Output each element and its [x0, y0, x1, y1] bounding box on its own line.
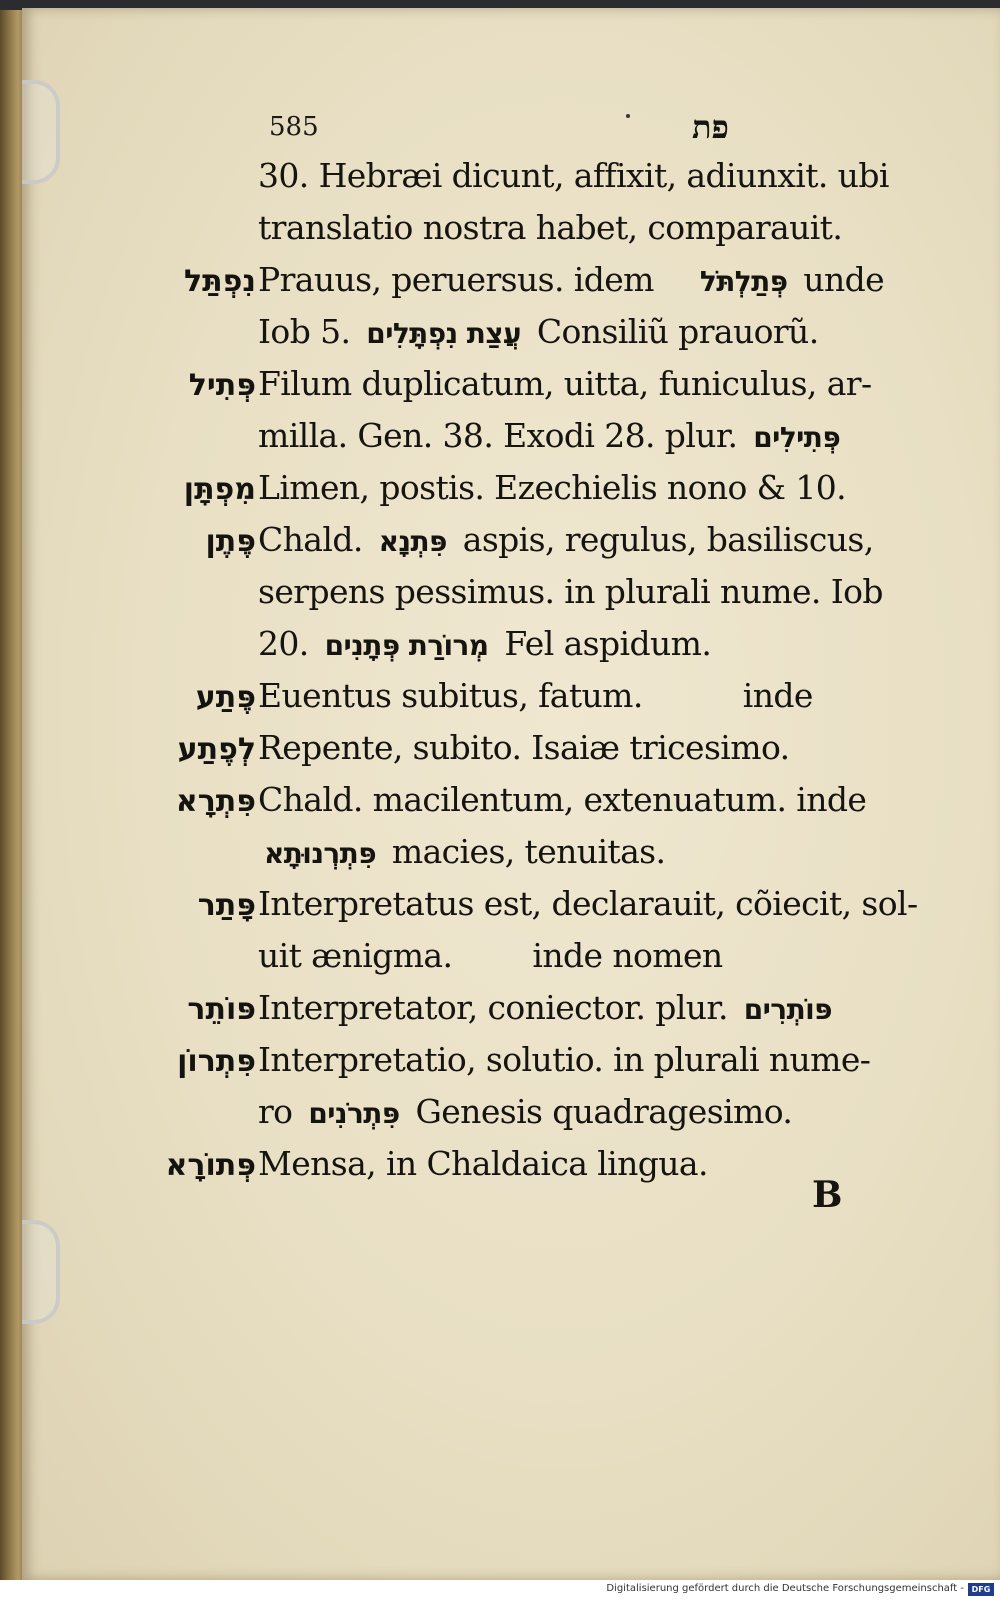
latin-segment: Chald.: [258, 520, 363, 559]
latin-segment: Interpretator, coniector. plur.: [258, 988, 728, 1027]
hebrew-headword: מִפְתָּן: [183, 472, 256, 507]
latin-text: [258, 364, 940, 403]
text-line: [22, 208, 1000, 260]
latin-text: [258, 1040, 940, 1079]
hebrew-inline: פּוֹתְרִים: [743, 993, 832, 1026]
latin-text: [258, 884, 940, 923]
latin-segment: macies, tenuitas.: [391, 832, 666, 871]
text-line: [22, 676, 1000, 728]
dictionary-entries: [22, 156, 1000, 1196]
ink-dot: [626, 114, 630, 118]
latin-segment: unde: [803, 260, 885, 299]
latin-text: [258, 572, 940, 611]
latin-text: [258, 260, 940, 299]
footer-bar: [0, 1580, 1000, 1600]
hebrew-inline: פְּתַלְתֹּל: [699, 265, 788, 298]
text-line: [22, 936, 1000, 988]
page-clip-bottom: [22, 1220, 60, 1324]
running-head: פת: [692, 108, 729, 146]
text-line: [22, 1144, 1000, 1196]
text-line: [22, 468, 1000, 520]
latin-segment: Limen, postis. Ezechielis nono & 10.: [258, 468, 847, 507]
latin-segment: aspis, regulus, basiliscus,: [462, 520, 874, 559]
text-line: [22, 780, 1000, 832]
latin-segment: Consiliũ prauorũ.: [536, 312, 819, 351]
hebrew-headword: פּוֹתֵר: [187, 992, 256, 1027]
latin-text: [258, 468, 940, 507]
latin-text: [258, 728, 940, 767]
hebrew-headword: פִּתְרָא: [175, 784, 256, 819]
text-line: [22, 728, 1000, 780]
hebrew-inline: פְּתִילִים: [753, 421, 841, 454]
latin-segment: Chald. macilentum, extenuatum. inde: [258, 780, 867, 819]
latin-text: [258, 988, 940, 1027]
hebrew-headword: לְפֶתַע: [177, 732, 256, 767]
page-number: 585: [269, 112, 319, 142]
latin-segment: uit ænigma.: [258, 936, 453, 975]
latin-segment: inde nomen: [532, 936, 723, 975]
text-line: [22, 884, 1000, 936]
latin-segment: Iob 5.: [258, 312, 351, 351]
text-line: [22, 572, 1000, 624]
hebrew-headword: נִפְתַּל: [184, 264, 256, 299]
text-line: [22, 156, 1000, 208]
latin-segment: Fel aspidum.: [504, 624, 712, 663]
scanned-page: [22, 8, 1000, 1580]
latin-segment: Repente, subito. Isaiæ tricesimo.: [258, 728, 790, 767]
printer-signature-mark: B: [812, 1174, 843, 1216]
latin-text: [258, 676, 940, 715]
hebrew-inline: עֲצַת נִפְתָּלִים: [366, 317, 521, 350]
latin-text: [258, 312, 940, 351]
latin-segment: translatio nostra habet, comparauit.: [258, 208, 843, 247]
latin-segment: inde: [742, 676, 813, 715]
latin-segment: 20.: [258, 624, 309, 663]
hebrew-inline: פִּתְנָא: [378, 525, 447, 558]
hebrew-headword: פָּתַר: [197, 888, 256, 923]
text-line: [22, 1040, 1000, 1092]
page-header: [22, 108, 1000, 152]
text-line: [22, 1092, 1000, 1144]
hebrew-inline: פִּתְרְנוּתָא: [264, 837, 377, 870]
text-line: [22, 832, 1000, 884]
hebrew-headword: פִּתְרוֹן: [177, 1044, 256, 1079]
latin-segment: ro: [258, 1092, 293, 1131]
text-line: [22, 416, 1000, 468]
latin-text: [258, 208, 940, 247]
latin-text: [258, 416, 940, 455]
text-line: [22, 624, 1000, 676]
text-line: [22, 988, 1000, 1040]
hebrew-headword: פֶּתֶן: [205, 524, 256, 559]
latin-segment: 30. Hebræi dicunt, affixit, adiunxit. ubi: [258, 156, 889, 195]
latin-segment: Mensa, in Chaldaica lingua.: [258, 1144, 708, 1183]
latin-segment: Genesis quadragesimo.: [415, 1092, 793, 1131]
latin-text: [258, 1092, 940, 1131]
latin-text: [258, 520, 940, 559]
hebrew-inline: פִּתְרֹנִים: [308, 1097, 400, 1130]
latin-text: [258, 624, 940, 663]
latin-text: [258, 936, 940, 975]
hebrew-headword: פְּתוֹרָא: [165, 1148, 256, 1183]
latin-segment: Interpretatus est, declarauit, cõiecit, sol-: [258, 884, 918, 923]
latin-segment: Prauus, peruersus. idem: [258, 260, 654, 299]
latin-text: [258, 780, 940, 819]
latin-text: [258, 156, 940, 195]
hebrew-inline: מְרוֹרַת פְּתָנִים: [324, 629, 489, 662]
hebrew-headword: פֶּתַע: [195, 680, 256, 715]
text-line: [22, 312, 1000, 364]
text-line: [22, 260, 1000, 312]
funding-credit: Digitalisierung gefördert durch die Deutsche Forschungsgemeinschaft -: [606, 1583, 964, 1594]
hebrew-headword: פְּתִיל: [188, 368, 256, 403]
latin-text: [258, 832, 940, 871]
latin-segment: Interpretatio, solutio. in plurali nume-: [258, 1040, 871, 1079]
dfg-logo: DFG: [968, 1583, 994, 1596]
latin-segment: Euentus subitus, fatum.: [258, 676, 643, 715]
text-line: [22, 364, 1000, 416]
latin-segment: serpens pessimus. in plurali nume. Iob: [258, 572, 883, 611]
text-line: [22, 520, 1000, 572]
latin-segment: milla. Gen. 38. Exodi 28. plur.: [258, 416, 738, 455]
latin-segment: Filum duplicatum, uitta, funiculus, ar-: [258, 364, 872, 403]
